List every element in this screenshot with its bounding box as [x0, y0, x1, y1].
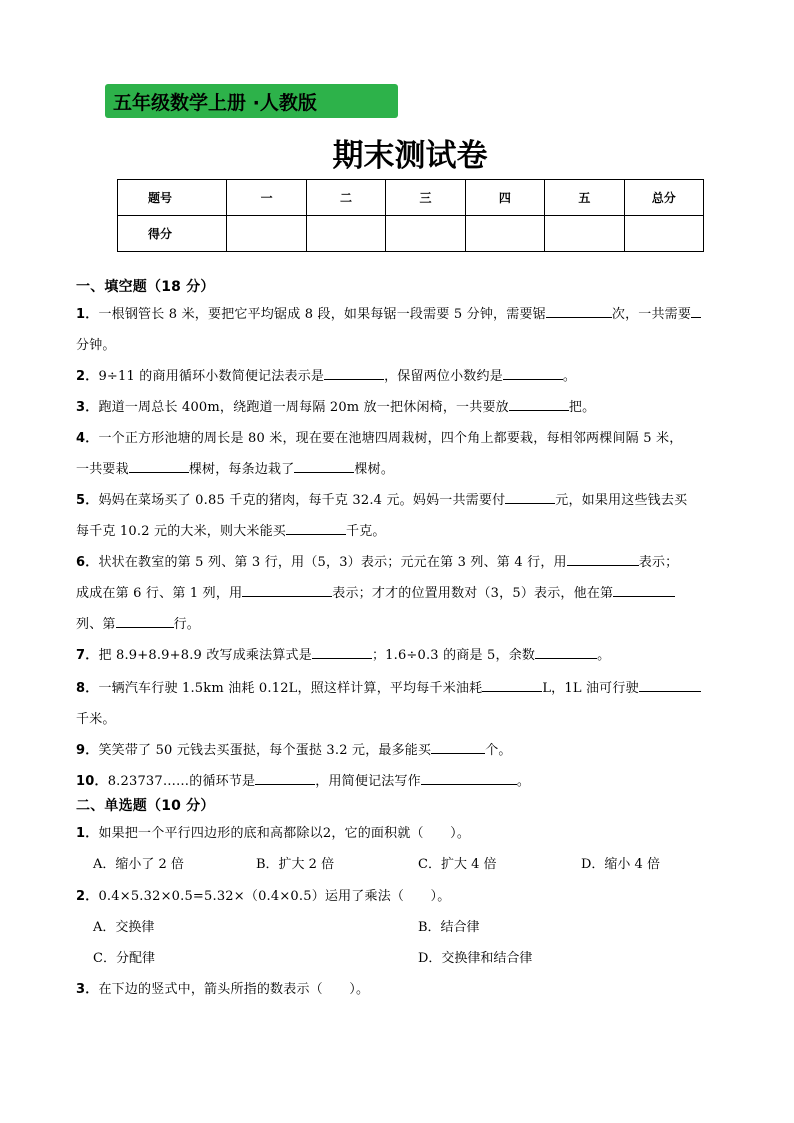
answer-blank[interactable] — [294, 459, 354, 473]
question-5-cont — [76, 520, 386, 539]
badge-text: 五年级数学上册 ·人教版 — [113, 91, 317, 114]
question-3 — [76, 396, 595, 415]
question-text: 。 — [562, 369, 577, 384]
answer-blank[interactable] — [431, 740, 485, 754]
question-text: 次，一共需要 — [611, 307, 692, 322]
question-text: 分钟。 — [76, 338, 116, 353]
page-title: 期末测试卷 — [332, 138, 488, 174]
answer-blank[interactable] — [535, 645, 597, 659]
question-text: ；1.6÷0.3 的商是 5，余数 — [371, 648, 536, 663]
answer-blank[interactable] — [312, 645, 372, 659]
answer-blank[interactable] — [546, 304, 612, 318]
section-title-fill-in: 一、填空题（18 分） — [76, 279, 215, 295]
question-7 — [76, 644, 610, 663]
question-text: 在下边的竖式中，箭头所指的数表示（ ）。 — [98, 982, 370, 997]
option-d[interactable]: D．缩小 4 倍 — [581, 857, 660, 872]
score-cell[interactable] — [306, 216, 385, 252]
score-table — [117, 179, 704, 252]
option-a[interactable]: A．缩小了 2 倍 — [93, 857, 184, 872]
question-text: 元，如果用这些钱去买 — [555, 493, 688, 508]
option-b[interactable]: B．扩大 2 倍 — [256, 857, 335, 872]
question-text: 笑笑带了 50 元钱去买蛋挞，每个蛋挞 3.2 元，最多能买 — [98, 743, 432, 758]
question-text: 把。 — [568, 400, 596, 415]
question-10 — [76, 770, 530, 789]
score-row-label: 得分 — [118, 216, 227, 252]
question-text: 。 — [597, 648, 611, 663]
question-text: 9÷11 的商用循环小数简便记法表示是 — [98, 369, 325, 384]
question-text: 每千克 10.2 元的大米，则大米能买 — [76, 524, 287, 539]
question-number: 9． — [76, 743, 99, 758]
answer-blank[interactable] — [567, 552, 639, 566]
score-header-cell: 二 — [306, 180, 385, 216]
score-cell[interactable] — [545, 216, 624, 252]
question-text: 行。 — [173, 617, 201, 632]
answer-blank[interactable] — [482, 678, 542, 692]
question-text: L，1L 油可行驶 — [542, 681, 639, 696]
score-header-cell: 总分 — [624, 180, 703, 216]
grade-badge — [105, 84, 398, 118]
question-text: 如果把一个平行四边形的底和高都除以2，它的面积就（ ）。 — [98, 826, 471, 841]
question-text: 表示；才才的位置用数对（3，5）表示，他在第 — [332, 586, 614, 601]
question-number: 2． — [76, 889, 99, 904]
question-6-cont2 — [76, 613, 200, 632]
question-number: 1． — [76, 307, 99, 322]
question-text: 一辆汽车行驶 1.5km 油耗 0.12L，照这样计算，平均每千米油耗 — [98, 681, 483, 696]
question-text: 一根钢管长 8 米，要把它平均锯成 8 段，如果每锯一段需要 5 分钟，需要锯 — [98, 307, 546, 322]
question-text: 千克。 — [346, 524, 386, 539]
question-text: 一个正方形池塘的周长是 80 米，现在要在池塘四周栽树，四个角上都要栽，每相邻两棵间隔 5 米， — [98, 431, 683, 446]
question-number: 8． — [76, 681, 99, 696]
choice-question-3 — [76, 978, 369, 997]
question-number: 3． — [76, 982, 99, 997]
answer-blank[interactable] — [116, 614, 174, 628]
answer-blank[interactable] — [129, 459, 189, 473]
option-b[interactable]: B．结合律 — [418, 920, 480, 935]
question-6-cont — [76, 582, 675, 601]
score-cell[interactable] — [386, 216, 465, 252]
question-text: 棵树，每条边栽了 — [188, 462, 295, 477]
answer-blank[interactable] — [286, 521, 346, 535]
choice-question-2 — [76, 885, 450, 904]
question-number: 4． — [76, 431, 99, 446]
option-c[interactable]: C．分配律 — [93, 951, 155, 966]
question-number: 6． — [76, 555, 99, 570]
answer-blank[interactable] — [639, 678, 701, 692]
option-d[interactable]: D．交换律和结合律 — [418, 951, 533, 966]
question-4-cont — [76, 458, 394, 477]
question-2 — [76, 365, 576, 384]
question-4 — [76, 427, 682, 446]
answer-blank[interactable] — [255, 771, 315, 785]
question-8-cont — [76, 708, 116, 727]
question-text: 一共要栽 — [76, 462, 129, 477]
question-text: 8.23737……的循环节是 — [107, 774, 256, 789]
choice-question-1 — [76, 822, 470, 841]
score-header-cell: 五 — [545, 180, 624, 216]
question-text: 。 — [516, 774, 531, 789]
question-number: 3． — [76, 400, 99, 415]
question-text: 表示； — [638, 555, 679, 570]
answer-blank[interactable] — [505, 490, 555, 504]
score-header-cell: 三 — [386, 180, 465, 216]
question-1-cont — [76, 334, 116, 353]
question-text: 个。 — [485, 743, 512, 758]
question-number: 7． — [76, 648, 99, 663]
question-text: 千米。 — [76, 712, 116, 727]
question-number: 10． — [76, 774, 108, 789]
question-text: 成成在第 6 行、第 1 列，用 — [76, 586, 243, 601]
answer-blank[interactable] — [324, 366, 384, 380]
question-text: 跑道一周总长 400m，绕跑道一周每隔 20m 放一把休闲椅，一共要放 — [98, 400, 509, 415]
question-5 — [76, 489, 687, 508]
question-number: 2． — [76, 369, 99, 384]
answer-blank[interactable] — [503, 366, 563, 380]
question-8 — [76, 677, 701, 696]
score-cell[interactable] — [624, 216, 703, 252]
question-number: 1． — [76, 826, 99, 841]
answer-blank[interactable] — [691, 304, 701, 318]
score-header-cell: 四 — [465, 180, 544, 216]
question-text: ，用简便记法写作 — [315, 774, 421, 789]
question-text: 0.4×5.32×0.5=5.32×（0.4×0.5）运用了乘法（ ）。 — [98, 889, 451, 904]
answer-blank[interactable] — [509, 397, 569, 411]
answer-blank[interactable] — [421, 771, 517, 785]
question-6 — [76, 551, 678, 570]
option-c[interactable]: C．扩大 4 倍 — [418, 857, 497, 872]
answer-blank[interactable] — [613, 583, 675, 597]
question-text: 妈妈在菜场买了 0.85 千克的猪肉，每千克 32.4 元。妈妈一共需要付 — [98, 493, 506, 508]
section-title-single-choice: 二、单选题（10 分） — [76, 798, 215, 814]
score-table-header-row — [118, 180, 704, 216]
score-header-cell: 题号 — [118, 180, 227, 216]
question-text: 棵树。 — [354, 462, 395, 477]
question-1 — [76, 303, 701, 322]
question-text: 列、第 — [76, 617, 116, 632]
question-number: 5． — [76, 493, 99, 508]
question-9 — [76, 739, 512, 758]
answer-blank[interactable] — [242, 583, 332, 597]
option-a[interactable]: A．交换律 — [93, 920, 155, 935]
score-header-cell: 一 — [227, 180, 306, 216]
score-cell[interactable] — [465, 216, 544, 252]
score-table-score-row — [118, 216, 704, 252]
question-text: ，保留两位小数约是 — [384, 369, 503, 384]
score-cell[interactable] — [227, 216, 306, 252]
question-text: 状状在教室的第 5 列、第 3 行，用（5，3）表示；元元在第 3 列、第 4 行，用 — [98, 555, 567, 570]
question-text: 把 8.9+8.9+8.9 改写成乘法算式是 — [98, 648, 312, 663]
